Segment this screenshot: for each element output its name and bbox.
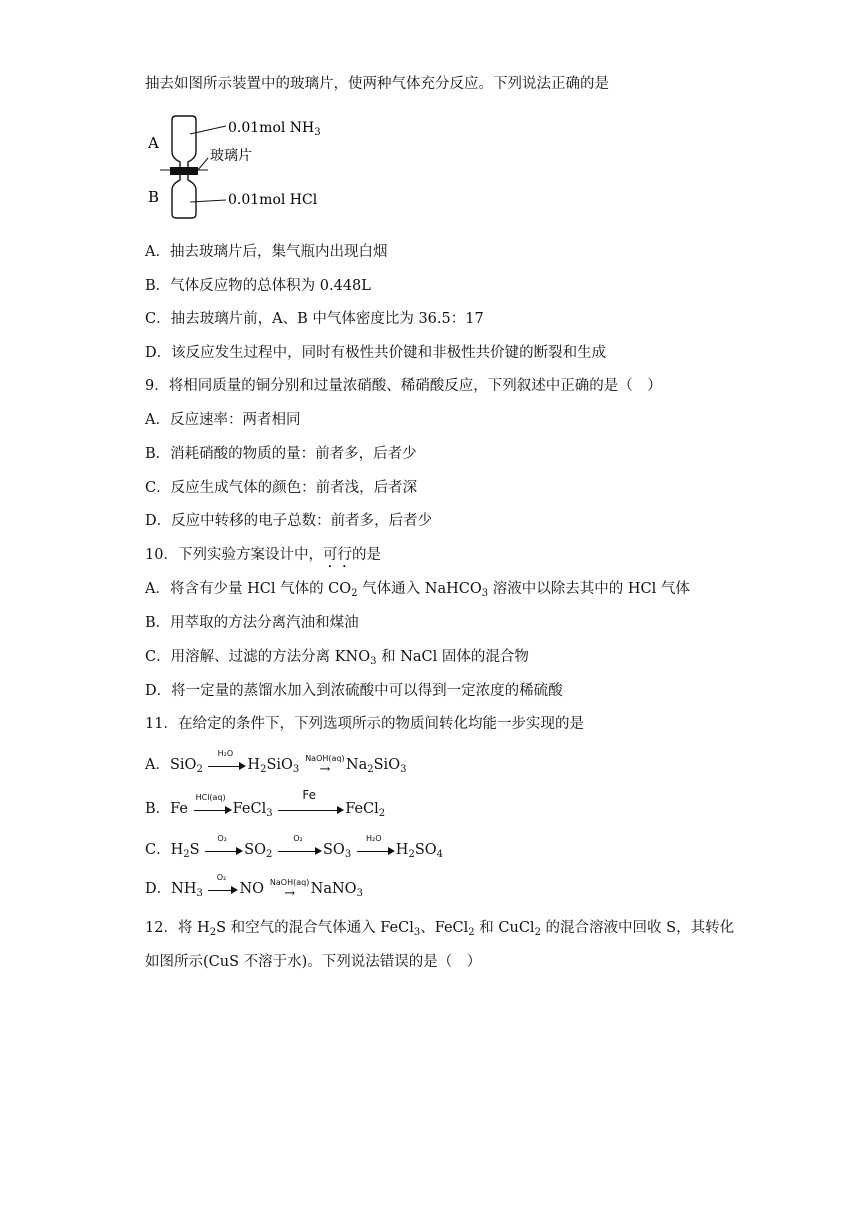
reaction-arrow: H₂O: [208, 758, 246, 772]
emphasis-text: 可行: [322, 547, 352, 563]
q8-stem: 抽去如图所示装置中的玻璃片，使两种气体充分反应。下列说法正确的是: [145, 76, 609, 92]
reaction-arrow: O₂: [208, 882, 238, 896]
jar-label-a: A: [148, 134, 159, 152]
q9-option-a: A．反应速率：两者相同: [145, 412, 301, 428]
q12-stem-line1: 12．将 $H_2S$ 和空气的混合气体通入 FeCl$_3$、FeCl$_2$ 和 CuCl$_2$ 的混合溶液中回收 S，其转化: [145, 920, 735, 938]
q8-option-c: C．抽去玻璃片前，A、B 中气体密度比为 36.5：17: [145, 311, 484, 327]
reaction-arrow: NaOH(aq) →: [269, 878, 310, 901]
reaction-arrow: Fe: [278, 802, 344, 816]
q8-option-b: B．气体反应物的总体积为 0.448L: [145, 278, 371, 294]
q9-stem: 9．将相同质量的铜分别和过量浓硝酸、稀硝酸反应，下列叙述中正确的是（ ）: [145, 378, 662, 394]
top-gas-label: 0.01mol $NH_3$: [228, 120, 321, 138]
q10-option-a: A．将含有少量 HCl 气体的 $CO_2$ 气体通入 NaHCO$_3$ 溶液中以除去其中的 HCl 气体: [145, 581, 690, 599]
glass-plate-label: 玻璃片: [210, 148, 252, 164]
q9-option-c: C．反应生成气体的颜色：前者浅，后者深: [145, 480, 418, 496]
q11-option-b: B．Fe HCl(aq) FeCl$_3$ Fe FeCl$_2$: [145, 788, 386, 819]
reaction-arrow: NaOH(aq) →: [305, 754, 345, 777]
q10-option-d: D．将一定量的蒸馏水加入到浓硫酸中可以得到一定浓度的稀硫酸: [145, 683, 563, 699]
q8-option-a: A．抽去玻璃片后，集气瓶内出现白烟: [145, 244, 388, 260]
q9-option-b: B．消耗硝酸的物质的量：前者多，后者少: [145, 446, 417, 462]
q11-stem: 11．在给定的条件下，下列选项所示的物质间转化均能一步实现的是: [145, 716, 584, 732]
q8-option-d: D．该反应发生过程中，同时有极性共价键和非极性共价键的断裂和生成: [145, 345, 607, 361]
reaction-arrow: O₂: [205, 843, 243, 857]
reaction-arrow: HCl(aq): [194, 802, 232, 816]
reaction-arrow: O₂: [278, 843, 322, 857]
q11-option-d: D．$NH_3$ O₂ NO NaOH(aq) → NaNO$_3$: [145, 873, 363, 901]
reaction-arrow: H₂O: [357, 843, 395, 857]
q9-option-d: D．反应中转移的电子总数：前者多，后者少: [145, 513, 433, 529]
q12-stem-line2: 如图所示(CuS 不溶于水)。下列说法错误的是（ ）: [145, 954, 482, 970]
q11-option-c: C．$H_2S$ O₂ $SO_2$ O₂ $SO_3$ H₂O $H_2SO_4$: [145, 834, 444, 860]
bottom-gas-label: 0.01mol HCl: [228, 192, 318, 208]
q10-option-b: B．用萃取的方法分离汽油和煤油: [145, 615, 359, 631]
q11-option-a: A．SiO$_2$ H₂O $H_2SiO_3$ NaOH(aq) → $Na_2SiO_3$: [145, 749, 407, 777]
jar-label-b: B: [148, 188, 160, 206]
q10-stem: 10．下列实验方案设计中，可行的是: [145, 547, 381, 563]
q10-option-c: C．用溶解、过滤的方法分离 $KNO_3$ 和 NaCl 固体的混合物: [145, 649, 529, 667]
gas-jars-diagram: [142, 112, 332, 222]
q8-apparatus-figure: [142, 112, 332, 222]
